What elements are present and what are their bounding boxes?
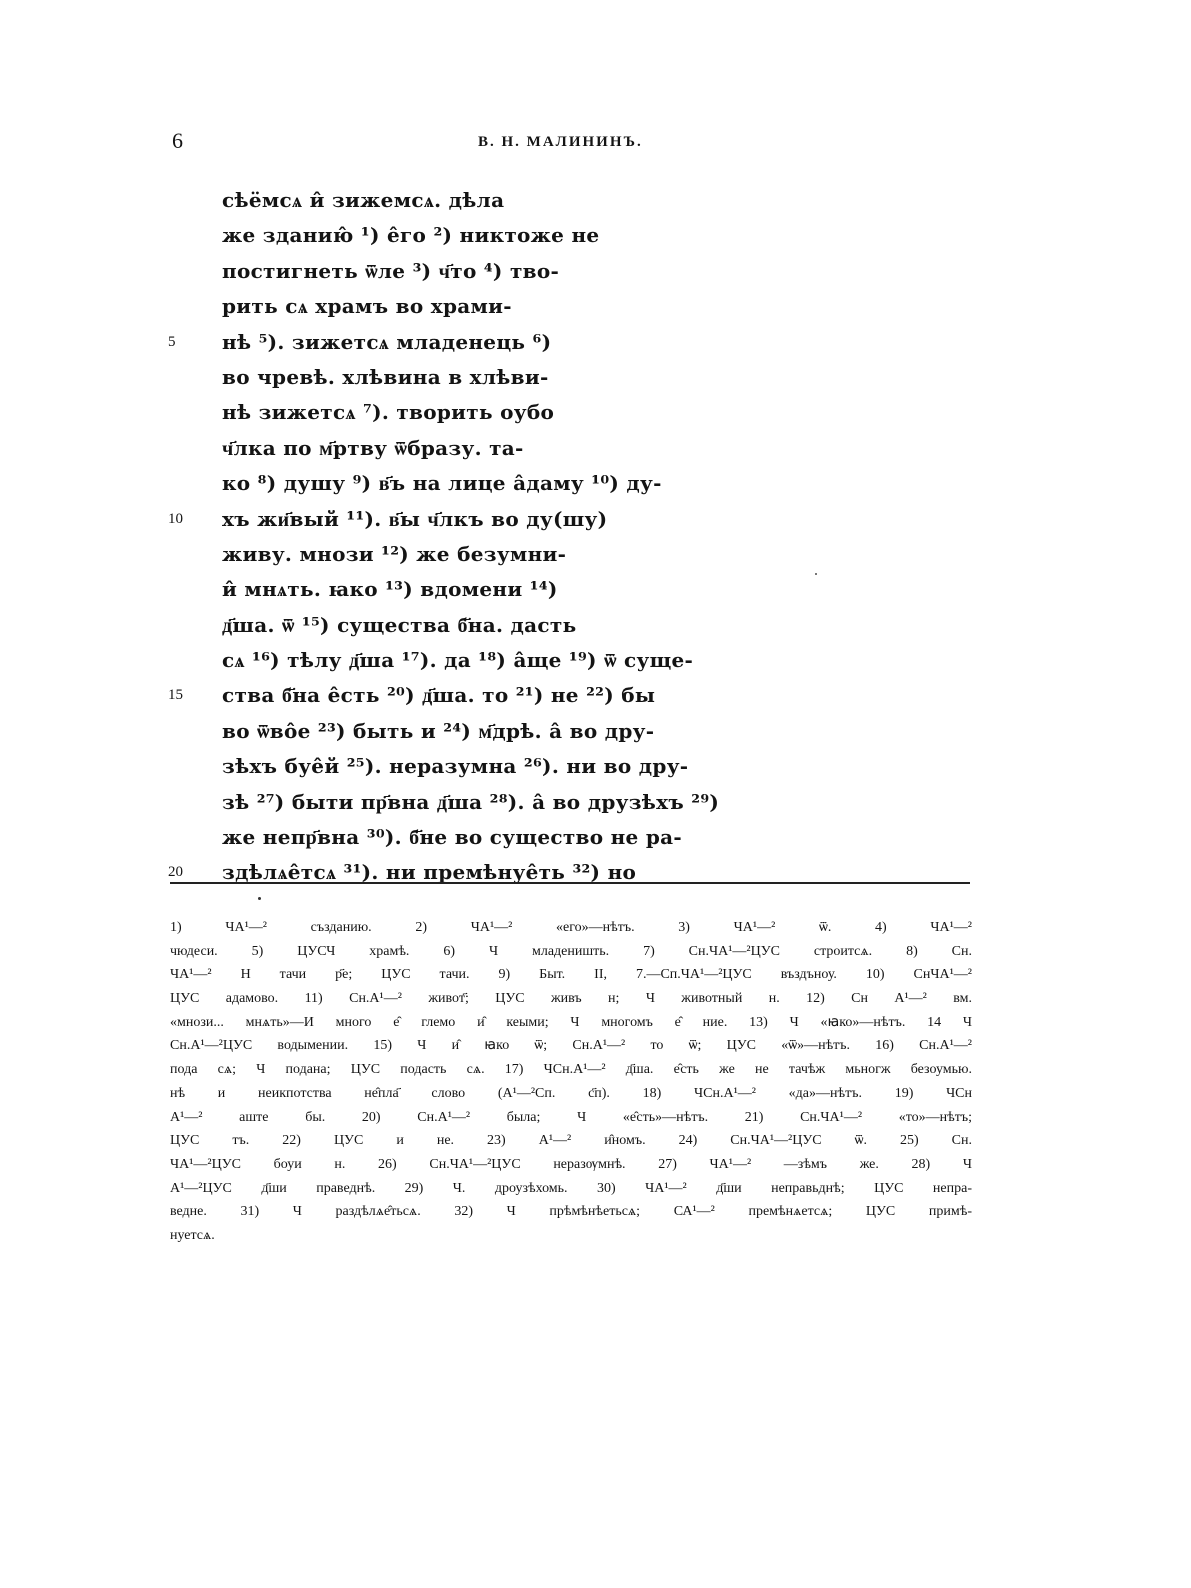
footnote-line: нѣ и неикпотства не̂пла҃ слово (А¹—²Сп. с҃п). 18) ЧСн.А¹—² «да»—нѣтъ. 19) ЧСн xyxy=(170,1085,972,1101)
line-text: нѣ зижетсѧ ⁷). творить оубо xyxy=(222,400,555,425)
text-line xyxy=(168,218,688,253)
line-text: ства б҃на е̂сть ²⁰) д҃ша. то ²¹) не ²²) бы xyxy=(222,683,656,708)
footnote-line: ЦУС адамово. 11) Сн.А¹—² живот҃; ЦУС живъ н; Ч животный н. 12) Сн А¹—² вм. xyxy=(170,991,972,1007)
text-line xyxy=(168,289,688,324)
text-line xyxy=(168,537,688,572)
text-line xyxy=(168,395,688,430)
text-line xyxy=(168,502,688,537)
line-text: нѣ ⁵). зижетсѧ младенець ⁶) xyxy=(222,329,552,354)
footnote-line: ЦУС тъ. 22) ЦУС и не. 23) А¹—² и̂номъ. 24) Сн.ЧА¹—²ЦУС ѿ. 25) Сн. xyxy=(170,1133,972,1149)
line-text: сѣёмсѧ и̂ зижемсѧ. дѣла xyxy=(222,188,505,212)
line-text: рить сѧ храмъ во храми- xyxy=(222,294,512,319)
line-number: 20 xyxy=(168,864,183,881)
footnote-line: ЧА¹—²ЦУС боуи н. 26) Сн.ЧА¹—²ЦУС неразѹмнѣ. 27) ЧА¹—² —зѣмъ же. 28) Ч xyxy=(170,1156,972,1172)
text-line xyxy=(168,431,688,466)
page-number: 6 xyxy=(172,128,183,153)
text-line xyxy=(168,254,688,289)
main-text-block xyxy=(168,183,720,891)
print-speck xyxy=(815,573,817,575)
running-head: В. Н. МАЛИНИНЪ. xyxy=(478,134,643,150)
footnote-line: пода сѧ; Ч подана; ЦУС подасть сѧ. 17) ЧСн.А¹—² д҃ша. е̂сть же не тачѣж мьногж безоумью. xyxy=(170,1062,972,1078)
line-text: хъ жи҃вый ¹¹). в҃ы ч҃лкъ во ду(шу) xyxy=(222,506,608,531)
line-text: ко ⁸) душу ⁹) в҃ъ на лице а̂даму ¹⁰) ду- xyxy=(222,471,662,496)
text-line xyxy=(168,183,688,218)
line-text: зѣ ²⁷) быти пр҃вна д҃ша ²⁸). а̂ во друзѣхъ ²⁹) xyxy=(222,789,720,814)
line-text: постигнеть ѿле ³) ч҃то ⁴) тво- xyxy=(222,258,560,283)
footnote-line: ЧА¹—² Н тачи р҃е; ЦУС тачи. 9) Быт. II, 7.—Сп.ЧА¹—²ЦУС въздъноу. 10) СнЧА¹—² xyxy=(170,967,972,983)
footnotes-block xyxy=(170,916,972,1248)
text-line xyxy=(168,749,688,784)
rule-dot xyxy=(258,897,261,900)
text-line xyxy=(168,785,720,820)
text-line xyxy=(168,360,688,395)
line-text: во чревѣ. хлѣвина в хлѣви- xyxy=(222,364,549,389)
text-line xyxy=(168,325,688,360)
line-text: зѣхъ буе̂й ²⁵). неразумна ²⁶). ни во дру- xyxy=(222,754,689,779)
line-text: же непр҃вна ³⁰). б҃не во существо не ра- xyxy=(222,825,682,850)
footnote-line: А¹—²ЦУС д҃ши праведнѣ. 29) Ч. дроузѣхомь. 30) ЧА¹—² д҃ши неправьднѣ; ЦУС непра- xyxy=(170,1180,972,1196)
line-text: во ѿво̂е ²³) быть и ²⁴) м҃дрѣ. а̂ во дру- xyxy=(222,718,655,743)
text-line xyxy=(168,714,688,749)
line-number: 15 xyxy=(168,687,183,704)
line-text: сѧ ¹⁶) тѣлу д҃ша ¹⁷). да ¹⁸) а̂ще ¹⁹) ѿ суще- xyxy=(222,648,694,673)
text-line xyxy=(168,820,688,855)
footnote-rule xyxy=(170,882,970,884)
footnote-line: 1) ЧА¹—² създанию. 2) ЧА¹—² «его»—нѣтъ. 3) ЧА¹—² ѿ. 4) ЧА¹—² xyxy=(170,920,972,935)
line-text: д҃ша. ѿ ¹⁵) существа б҃на. дасть xyxy=(222,612,577,637)
line-text: здѣлѧе̂тсѧ ³¹). ни премѣнуе̂ть ³²) но xyxy=(222,860,637,885)
line-number: 10 xyxy=(168,510,183,527)
line-text: и̂ мнѧть. ꙗко ¹³) вдомени ¹⁴) xyxy=(222,577,558,602)
text-line xyxy=(168,466,688,501)
footnote-line: «мнози... мнѧть»—И много е̂ глемо и̂ кеыми; Ч многомъ е̂ ние. 13) Ч «ꙗко»—нѣтъ. 14 Ч xyxy=(170,1014,972,1030)
text-line xyxy=(168,572,688,607)
footnote-line: Сн.А¹—²ЦУС водымении. 15) Ч и̂ ꙗко ѿ; Сн.А¹—² то ѿ; ЦУС «ѿ»—нѣтъ. 16) Сн.А¹—² xyxy=(170,1038,972,1054)
footnote-line: нуетсѧ. xyxy=(170,1227,215,1243)
line-text: же зданию̂ ¹) е̂го ²) никтоже не xyxy=(222,223,600,248)
text-line xyxy=(168,678,688,713)
line-text: живу. мнози ¹²) же безумни- xyxy=(222,541,567,566)
footnote-line: А¹—² аште бы. 20) Сн.А¹—² была; Ч «е̂сть»—нѣтъ. 21) Сн.ЧА¹—² «то»—нѣтъ; xyxy=(170,1109,972,1125)
line-number: 5 xyxy=(168,333,176,350)
line-text: ч҃лка по м҃ртву ѿбразу. та- xyxy=(222,435,524,460)
text-line xyxy=(168,643,694,678)
text-line xyxy=(168,608,688,643)
footnote-line: ведне. 31) Ч раздѣлѧе̂тьсѧ. 32) Ч прѣмѣнѣетьсѧ; СА¹—² премѣнѧетсѧ; ЦУС примѣ- xyxy=(170,1204,972,1220)
footnote-line: чюдеси. 5) ЦУСЧ храмѣ. 6) Ч младеништь. 7) Сн.ЧА¹—²ЦУС строитсѧ. 8) Сн. xyxy=(170,943,972,959)
text-line xyxy=(168,855,688,890)
